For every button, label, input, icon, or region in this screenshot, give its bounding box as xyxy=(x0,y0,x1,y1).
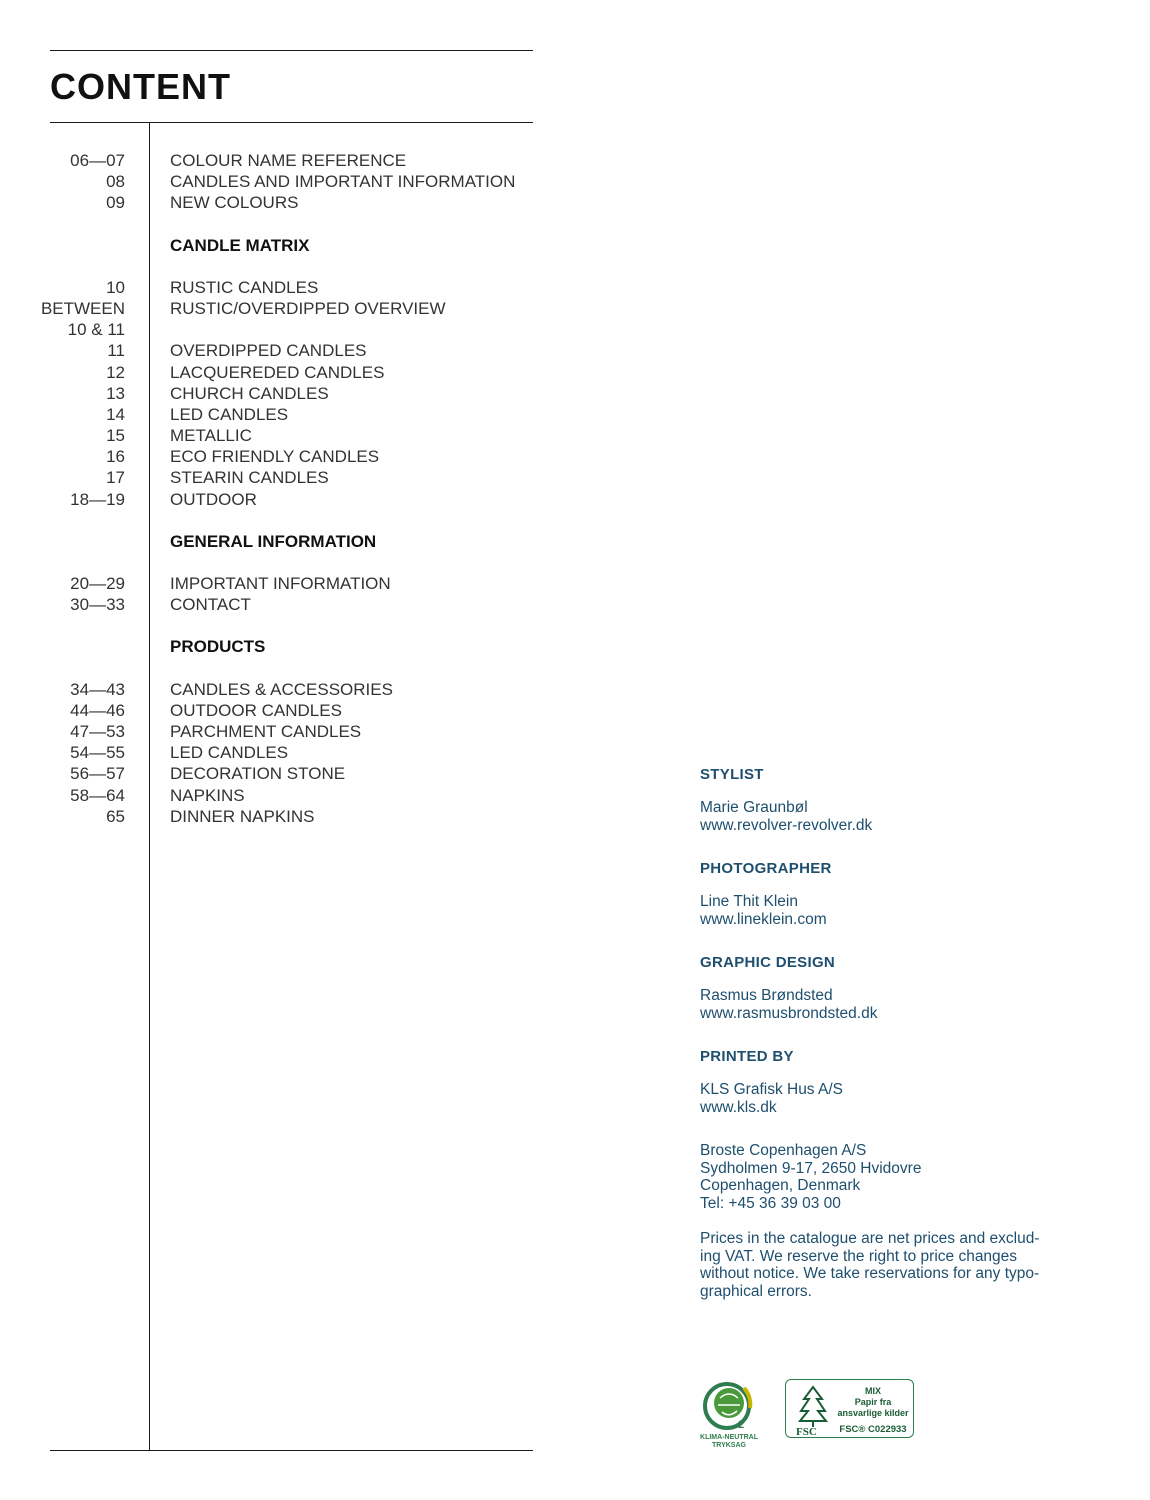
toc-entry-label: OVERDIPPED CANDLES xyxy=(170,341,367,361)
toc-page-number: 11 xyxy=(107,341,125,361)
toc-page-number: 18—19 xyxy=(70,489,125,509)
toc-entry xyxy=(0,446,560,467)
toc-page-number: 15 xyxy=(106,426,125,446)
toc-entry xyxy=(0,171,560,192)
credit-title: PHOTOGRAPHER xyxy=(700,860,832,877)
toc-page-number: 08 xyxy=(106,172,125,192)
toc-page-number: 47—53 xyxy=(70,721,125,741)
toc-entry-label: CANDLES AND IMPORTANT INFORMATION xyxy=(170,172,516,192)
disclaimer-line: ing VAT. We reserve the right to price changes xyxy=(700,1247,1018,1265)
toc-entry-label: PARCHMENT CANDLES xyxy=(170,721,362,741)
svg-text:FSC: FSC xyxy=(796,1426,817,1437)
toc-page-number: 06—07 xyxy=(70,151,125,170)
toc-page-number: 13 xyxy=(106,383,125,403)
title-rule xyxy=(50,122,533,123)
toc-page-number: 17 xyxy=(106,468,125,488)
credit-title: STYLIST xyxy=(700,766,764,783)
toc-entry-label: IMPORTANT INFORMATION xyxy=(170,574,391,593)
bottom-rule xyxy=(50,1450,533,1451)
toc-entry xyxy=(0,679,560,700)
credit-block xyxy=(700,860,1120,928)
company-address xyxy=(700,1142,1120,1212)
company-city: Copenhagen, Denmark xyxy=(700,1177,861,1194)
toc-entry xyxy=(0,763,560,784)
disclaimer-line: without notice. We take reservations for any typo- xyxy=(700,1265,1040,1282)
toc-entry-label: LACQUEREDED CANDLES xyxy=(170,362,385,382)
disclaimer-line: graphical errors. xyxy=(700,1282,812,1300)
toc-entry-label: CHURCH CANDLES xyxy=(170,383,329,403)
toc-entry xyxy=(0,425,560,446)
toc-entry xyxy=(0,785,560,806)
toc-spacer xyxy=(0,658,560,679)
toc-entry xyxy=(0,467,560,488)
toc-entry xyxy=(0,340,560,361)
fsc-tree-icon xyxy=(790,1381,836,1437)
toc-page-number: 58—64 xyxy=(70,785,125,805)
toc-entry xyxy=(0,298,560,319)
toc-entry-label: DECORATION STONE xyxy=(170,764,346,784)
toc-entry xyxy=(0,277,560,298)
credit-website: www.kls.dk xyxy=(700,1098,777,1116)
toc-entry-label: COLOUR NAME REFERENCE xyxy=(170,151,407,170)
credit-title: GRAPHIC DESIGN xyxy=(700,954,836,971)
company-phone: Tel: +45 36 39 03 00 xyxy=(700,1194,841,1212)
toc-entry-label: NAPKINS xyxy=(170,785,245,805)
toc-entry-label: METALLIC xyxy=(170,426,252,446)
klima-neutral-logo xyxy=(700,1378,758,1454)
toc-entry-label: RUSTIC/OVERDIPPED OVERVIEW xyxy=(170,298,446,318)
toc-spacer xyxy=(0,214,560,235)
toc-page-number: 30—33 xyxy=(70,595,125,615)
svg-text:2: 2 xyxy=(738,1419,745,1431)
toc-entry-label: NEW COLOURS xyxy=(170,193,299,213)
toc-spacer xyxy=(0,615,560,636)
toc-entry-label: RUSTIC CANDLES xyxy=(170,277,319,297)
toc-entry xyxy=(0,362,560,383)
klima-caption-line: TRYKSAG xyxy=(712,1442,746,1449)
toc-page-number: 56—57 xyxy=(70,764,125,784)
disclaimer-line: Prices in the catalogue are net prices and exclud- xyxy=(700,1230,1040,1247)
toc-entry-label: LED CANDLES xyxy=(170,404,289,424)
toc-entry-label: ECO FRIENDLY CANDLES xyxy=(170,447,380,467)
toc-page-number: 44—46 xyxy=(70,700,125,720)
fsc-line: Papir fra xyxy=(854,1397,892,1407)
toc-section-heading xyxy=(0,636,560,657)
certification-logos xyxy=(700,1378,920,1458)
fsc-mix-label: MIX xyxy=(864,1386,881,1396)
toc-page-number: 54—55 xyxy=(70,743,125,763)
toc-heading-label: CANDLE MATRIX xyxy=(170,235,310,255)
credit-website: www.lineklein.com xyxy=(700,910,827,928)
credit-name: Marie Graunbøl xyxy=(700,799,808,816)
credit-block xyxy=(700,1048,1120,1116)
toc-entry-label: CANDLES & ACCESSORIES xyxy=(170,679,393,699)
toc-page-number: 12 xyxy=(106,362,125,382)
toc-entry xyxy=(0,573,560,594)
toc-entry-label: OUTDOOR xyxy=(170,489,257,509)
klima-caption-line: KLIMA-NEUTRAL xyxy=(700,1434,758,1441)
toc-page-number: 65 xyxy=(106,806,125,826)
company-name: Broste Copenhagen A/S xyxy=(700,1142,867,1159)
credits-column xyxy=(700,766,1120,1300)
toc-entry xyxy=(0,806,560,827)
toc-section-heading xyxy=(0,235,560,256)
toc-heading-label: GENERAL INFORMATION xyxy=(170,531,377,551)
fsc-code: FSC® C022933 xyxy=(839,1424,907,1435)
toc-spacer xyxy=(0,510,560,531)
toc-entry xyxy=(0,319,560,340)
toc-entry-label: DINNER NAPKINS xyxy=(170,806,315,826)
toc-entry xyxy=(0,192,560,213)
toc-entry xyxy=(0,489,560,510)
credit-name: Rasmus Brøndsted xyxy=(700,987,833,1004)
toc-page-number: 09 xyxy=(106,193,125,213)
credit-block xyxy=(700,766,1120,834)
page-title: CONTENT xyxy=(50,66,231,107)
fsc-label xyxy=(834,1386,912,1419)
credit-block xyxy=(700,954,1120,1022)
toc-entry xyxy=(0,150,560,171)
toc-entry xyxy=(0,383,560,404)
toc-entry-label: OUTDOOR CANDLES xyxy=(170,700,342,720)
credit-website: www.revolver-revolver.dk xyxy=(700,816,873,834)
toc-entry-label: CONTACT xyxy=(170,595,251,615)
table-of-contents xyxy=(0,150,560,827)
klima-caption xyxy=(696,1434,762,1450)
toc-heading-label: PRODUCTS xyxy=(170,637,266,657)
toc-page-number: 34—43 xyxy=(70,679,125,699)
credit-name: Line Thit Klein xyxy=(700,893,798,910)
credit-list xyxy=(700,766,1120,1116)
toc-page-number: 16 xyxy=(106,447,125,467)
toc-entry xyxy=(0,594,560,615)
toc-entry xyxy=(0,700,560,721)
toc-spacer xyxy=(0,256,560,277)
toc-entry xyxy=(0,721,560,742)
toc-section-heading xyxy=(0,531,560,552)
toc-page-number: 14 xyxy=(106,404,125,424)
toc-page-number: BETWEEN xyxy=(40,298,125,318)
price-disclaimer xyxy=(700,1230,1100,1300)
toc-entry xyxy=(0,404,560,425)
toc-spacer xyxy=(0,552,560,573)
credit-website: www.rasmusbrondsted.dk xyxy=(700,1004,878,1022)
toc-page-number: 20—29 xyxy=(70,574,125,593)
toc-entry-label: LED CANDLES xyxy=(170,743,289,763)
toc-entry-label: STEARIN CANDLES xyxy=(170,468,329,488)
top-rule xyxy=(50,50,533,51)
fsc-line: ansvarlige kilder xyxy=(837,1408,909,1418)
toc-entry xyxy=(0,742,560,763)
toc-page-number: 10 & 11 xyxy=(67,320,125,340)
credit-name: KLS Grafisk Hus A/S xyxy=(700,1081,843,1098)
credit-title: PRINTED BY xyxy=(700,1048,794,1065)
company-street: Sydholmen 9-17, 2650 Hvidovre xyxy=(700,1159,922,1177)
klima-neutral-globe-icon xyxy=(700,1378,758,1434)
toc-page-number: 10 xyxy=(106,277,125,297)
fsc-logo xyxy=(785,1379,914,1438)
